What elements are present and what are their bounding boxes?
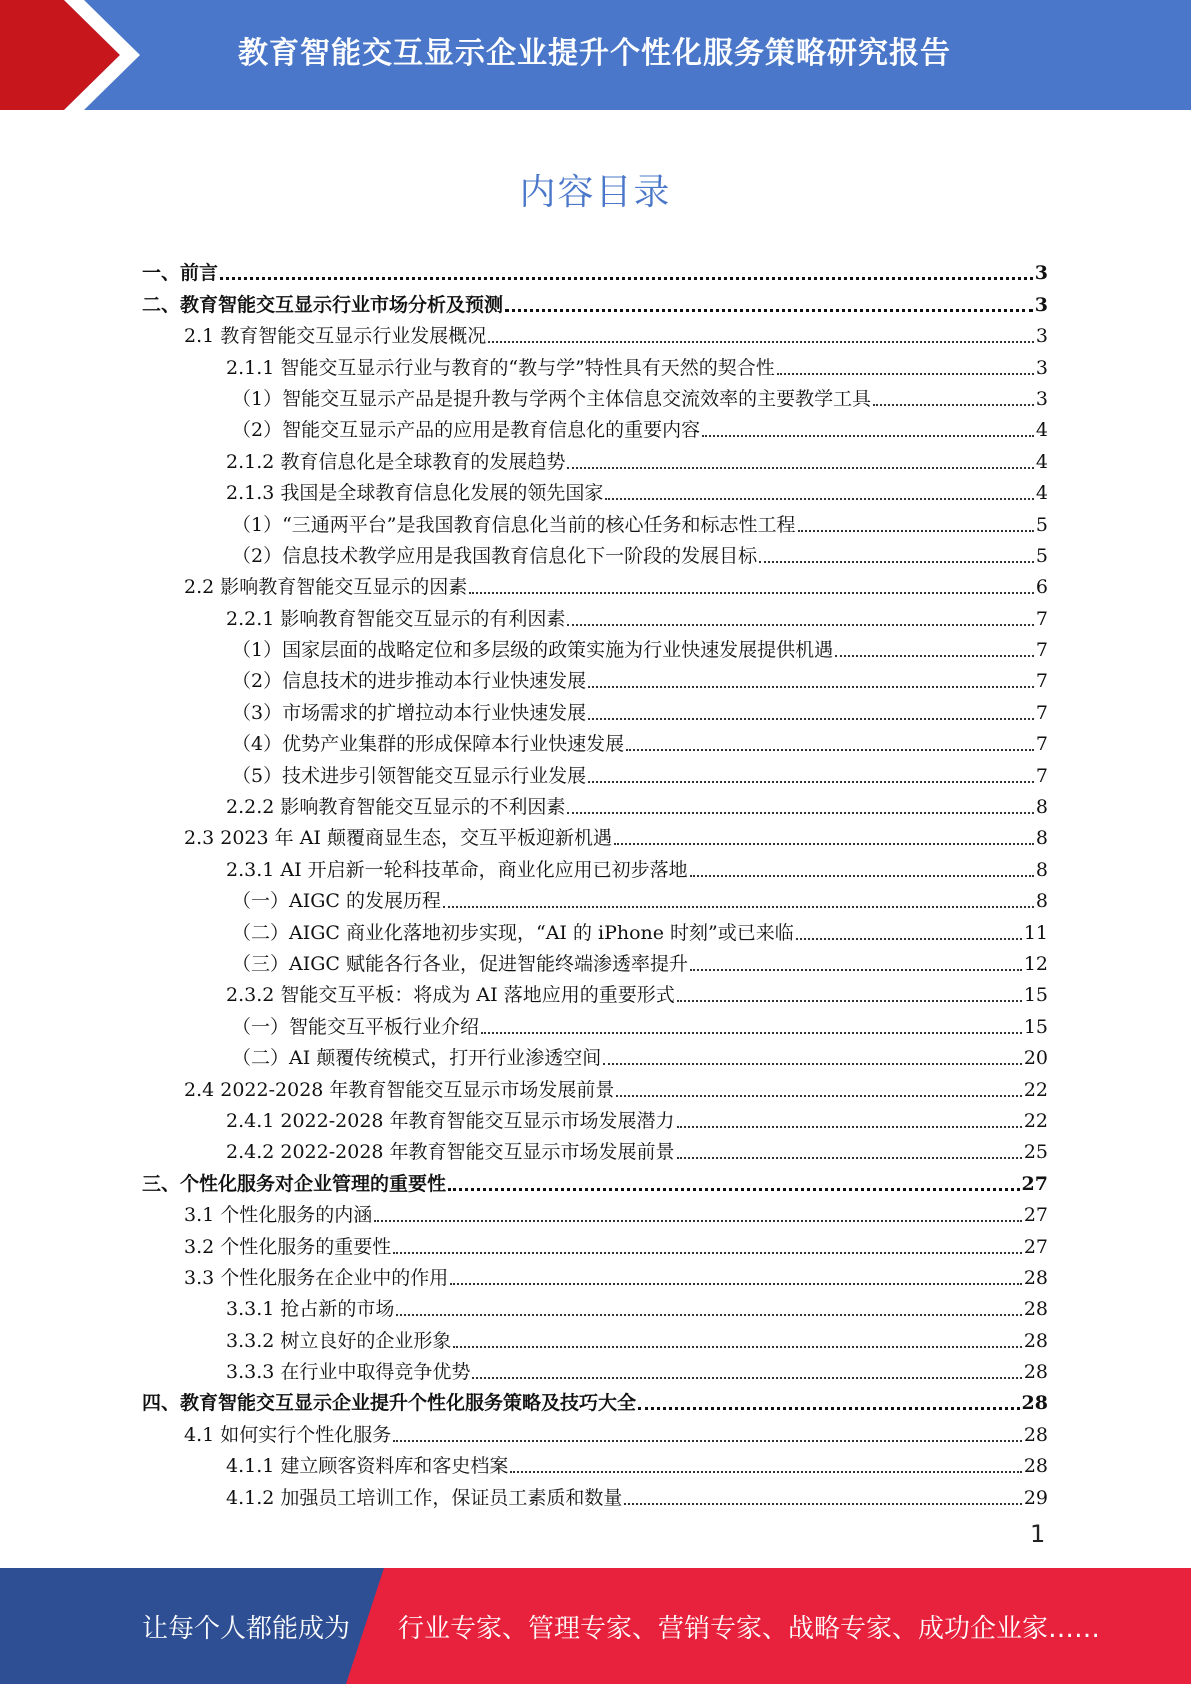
toc-entry-page: 28 [1023, 1298, 1048, 1321]
toc-entry-page: 28 [1023, 1329, 1048, 1352]
toc-entry-page: 8 [1035, 858, 1048, 881]
toc-leader-dots [624, 1503, 1021, 1505]
toc-entry-title: 3.3.2 树立良好的企业形象 [226, 1329, 452, 1352]
toc-entry[interactable] [142, 1164, 1048, 1195]
toc-entry-page: 3 [1034, 262, 1048, 285]
toc-leader-dots [396, 1314, 1021, 1316]
toc-entry[interactable] [142, 693, 1048, 724]
toc-leader-dots [614, 843, 1034, 845]
toc-entry[interactable] [142, 756, 1048, 787]
toc-entry-page: 7 [1035, 701, 1048, 724]
toc-entry-page: 8 [1035, 890, 1048, 913]
toc-entry[interactable] [142, 1133, 1048, 1164]
toc-leader-dots [588, 781, 1034, 783]
toc-entry-page: 11 [1023, 921, 1048, 944]
toc-entry[interactable] [142, 568, 1048, 599]
toc-entry[interactable] [142, 285, 1048, 316]
toc-entry[interactable] [142, 662, 1048, 693]
toc-entry-page: 8 [1035, 796, 1048, 819]
toc-leader-dots [510, 1471, 1021, 1473]
toc-entry[interactable] [142, 537, 1048, 568]
toc-entry[interactable] [142, 1070, 1048, 1101]
toc-entry-title: 2.3 2023 年 AI 颠覆商显生态，交互平板迎新机遇 [184, 827, 612, 850]
report-title: 教育智能交互显示企业提升个性化服务策略研究报告 [238, 36, 951, 71]
toc-entry-page: 27 [1023, 1235, 1048, 1258]
toc-entry[interactable] [142, 631, 1048, 662]
table-of-contents [142, 254, 1048, 1510]
toc-entry[interactable] [142, 317, 1048, 348]
toc-leader-dots [488, 341, 1034, 343]
toc-leader-dots [603, 1063, 1022, 1065]
toc-entry[interactable] [142, 788, 1048, 819]
toc-entry-page: 7 [1035, 764, 1048, 787]
toc-entry-title: 2.2 影响教育智能交互显示的因素 [184, 576, 468, 599]
toc-leader-dots [567, 624, 1034, 626]
toc-entry[interactable] [142, 1321, 1048, 1352]
toc-entry[interactable] [142, 411, 1048, 442]
toc-entry-page: 7 [1035, 670, 1048, 693]
toc-leader-dots [677, 1126, 1022, 1128]
toc-entry-title: 3.2 个性化服务的重要性 [184, 1235, 392, 1258]
toc-entry-title: 2.3.1 AI 开启新一轮科技革命，商业化应用已初步落地 [226, 858, 688, 881]
toc-entry-page: 12 [1023, 952, 1048, 975]
toc-entry[interactable] [142, 380, 1048, 411]
toc-leader-dots [588, 718, 1034, 720]
toc-entry-page: 27 [1021, 1172, 1048, 1195]
toc-entry[interactable] [142, 1039, 1048, 1070]
toc-entry-title: （2）信息技术教学应用是我国教育信息化下一阶段的发展目标 [232, 544, 758, 567]
toc-entry-title: （一）智能交互平板行业介绍 [232, 1015, 480, 1038]
toc-entry[interactable] [142, 1447, 1048, 1478]
toc-entry-title: （三）AIGC 赋能各行各业，促进智能终端渗透率提升 [232, 952, 688, 975]
toc-entry-title: （1）国家层面的战略定位和多层级的政策实施为行业快速发展提供机遇 [232, 639, 834, 662]
toc-leader-dots [448, 1188, 1020, 1191]
toc-entry-page: 3 [1035, 387, 1048, 410]
toc-entry-title: （2）智能交互显示产品的应用是教育信息化的重要内容 [232, 419, 701, 442]
toc-entry-page: 20 [1023, 1047, 1048, 1070]
toc-leader-dots [777, 373, 1034, 375]
toc-entry-title: 一、前言 [142, 262, 219, 285]
toc-entry[interactable] [142, 725, 1048, 756]
toc-entry[interactable] [142, 1259, 1048, 1290]
toc-entry-title: （1）“三通两平台”是我国教育信息化当前的核心任务和标志性工程 [232, 513, 796, 536]
toc-entry-page: 22 [1023, 1109, 1048, 1132]
toc-entry-page: 4 [1035, 419, 1048, 442]
toc-entry[interactable] [142, 474, 1048, 505]
toc-entry-title: 2.2.2 影响教育智能交互显示的不利因素 [226, 796, 566, 819]
toc-entry-title: （二）AIGC 商业化落地初步实现，“AI 的 iPhone 时刻”或已来临 [232, 921, 794, 944]
toc-entry[interactable] [142, 1415, 1048, 1446]
toc-entry-page: 25 [1023, 1141, 1048, 1164]
toc-entry-title: （3）市场需求的扩增拉动本行业快速发展 [232, 701, 587, 724]
toc-heading: 内容目录 [519, 172, 672, 213]
toc-entry-page: 3 [1035, 356, 1048, 379]
toc-leader-dots [450, 1283, 1022, 1285]
toc-entry-page: 8 [1035, 827, 1048, 850]
header-banner [0, 0, 1191, 110]
toc-entry-title: 2.2.1 影响教育智能交互显示的有利因素 [226, 607, 566, 630]
toc-leader-dots [677, 1157, 1022, 1159]
toc-leader-dots [638, 1407, 1020, 1410]
toc-leader-dots [220, 277, 1033, 280]
toc-entry-page: 4 [1035, 450, 1048, 473]
toc-entry[interactable] [142, 1384, 1048, 1415]
toc-entry-title: 2.4 2022-2028 年教育智能交互显示市场发展前景 [184, 1078, 615, 1101]
toc-entry[interactable] [142, 819, 1048, 850]
toc-entry-title: 3.1 个性化服务的内涵 [184, 1204, 373, 1227]
toc-entry[interactable] [142, 348, 1048, 379]
toc-entry-title: 2.3.2 智能交互平板：将成为 AI 落地应用的重要形式 [226, 984, 675, 1007]
toc-leader-dots [443, 906, 1034, 908]
toc-entry-title: 二、教育智能交互显示行业市场分析及预测 [142, 293, 504, 316]
toc-entry[interactable] [142, 945, 1048, 976]
toc-entry[interactable] [142, 850, 1048, 881]
toc-entry-title: 2.1.1 智能交互显示行业与教育的“教与学”特性具有天然的契合性 [226, 356, 775, 379]
footer-slogan-left: 让每个人都能成为 [142, 1614, 351, 1644]
toc-entry-page: 28 [1023, 1266, 1048, 1289]
toc-entry-title: 3.3 个性化服务在企业中的作用 [184, 1266, 449, 1289]
toc-entry-page: 5 [1035, 513, 1048, 536]
toc-leader-dots [796, 938, 1022, 940]
toc-entry[interactable] [142, 599, 1048, 630]
toc-leader-dots [605, 498, 1034, 500]
toc-leader-dots [690, 969, 1022, 971]
toc-entry-title: 三、个性化服务对企业管理的重要性 [142, 1172, 447, 1195]
toc-leader-dots [453, 1346, 1021, 1348]
footer-banner [0, 1568, 1191, 1684]
toc-entry[interactable] [142, 1227, 1048, 1258]
toc-leader-dots [469, 592, 1034, 594]
toc-entry-page: 15 [1023, 1015, 1048, 1038]
toc-entry[interactable] [142, 1196, 1048, 1227]
toc-leader-dots [873, 404, 1034, 406]
toc-leader-dots [472, 1377, 1021, 1379]
toc-entry-page: 15 [1023, 984, 1048, 1007]
toc-entry[interactable] [142, 505, 1048, 536]
toc-entry-page: 27 [1023, 1204, 1048, 1227]
toc-entry-title: 4.1.2 加强员工培训工作，保证员工素质和数量 [226, 1486, 623, 1509]
toc-leader-dots [393, 1252, 1022, 1254]
toc-entry-page: 4 [1035, 482, 1048, 505]
toc-entry-title: 2.1.3 我国是全球教育信息化发展的领先国家 [226, 482, 604, 505]
toc-leader-dots [393, 1440, 1022, 1442]
toc-entry-title: 4.1 如何实行个性化服务 [184, 1423, 392, 1446]
toc-entry-title: 2.1 教育智能交互显示行业发展概况 [184, 325, 487, 348]
toc-entry-title: （1）智能交互显示产品是提升教与学两个主体信息交流效率的主要教学工具 [232, 387, 872, 410]
toc-leader-dots [481, 1032, 1022, 1034]
toc-entry[interactable] [142, 1353, 1048, 1384]
toc-leader-dots [567, 467, 1034, 469]
toc-entry[interactable] [142, 1290, 1048, 1321]
toc-entry-page: 7 [1035, 607, 1048, 630]
toc-entry-page: 3 [1034, 293, 1048, 316]
toc-entry[interactable] [142, 913, 1048, 944]
toc-entry-title: 3.3.1 抢占新的市场 [226, 1298, 395, 1321]
toc-entry-page: 7 [1035, 639, 1048, 662]
toc-entry-title: 2.4.2 2022-2028 年教育智能交互显示市场发展前景 [226, 1141, 675, 1164]
toc-entry-title: （5）技术进步引领智能交互显示行业发展 [232, 764, 587, 787]
toc-entry-page: 28 [1023, 1455, 1048, 1478]
toc-leader-dots [702, 435, 1034, 437]
toc-leader-dots [588, 686, 1034, 688]
toc-entry-page: 28 [1023, 1423, 1048, 1446]
toc-entry-title: 四、教育智能交互显示企业提升个性化服务策略及技巧大全 [142, 1392, 637, 1415]
toc-entry-title: （4）优势产业集群的形成保障本行业快速发展 [232, 733, 625, 756]
toc-entry-page: 7 [1035, 733, 1048, 756]
toc-leader-dots [567, 812, 1034, 814]
toc-leader-dots [374, 1220, 1022, 1222]
footer-slogan-right: 行业专家、管理专家、营销专家、战略专家、成功企业家…… [398, 1614, 1101, 1644]
toc-entry[interactable] [142, 442, 1048, 473]
toc-entry[interactable] [142, 1102, 1048, 1133]
toc-entry-title: （2）信息技术的进步推动本行业快速发展 [232, 670, 587, 693]
toc-entry-page: 22 [1023, 1078, 1048, 1101]
toc-entry-title: （一）AIGC 的发展历程 [232, 890, 441, 913]
toc-leader-dots [759, 561, 1034, 563]
toc-leader-dots [798, 530, 1034, 532]
toc-entry[interactable] [142, 882, 1048, 913]
toc-leader-dots [835, 655, 1034, 657]
toc-entry-title: （二）AI 颠覆传统模式，打开行业渗透空间 [232, 1047, 602, 1070]
toc-entry[interactable] [142, 1007, 1048, 1038]
toc-entry-title: 4.1.1 建立顾客资料库和客史档案 [226, 1455, 509, 1478]
toc-entry-page: 5 [1035, 544, 1048, 567]
toc-entry-title: 2.4.1 2022-2028 年教育智能交互显示市场发展潜力 [226, 1109, 675, 1132]
toc-entry-page: 29 [1023, 1486, 1048, 1509]
toc-entry-title: 3.3.3 在行业中取得竞争优势 [226, 1361, 471, 1384]
toc-entry-page: 28 [1023, 1361, 1048, 1384]
toc-leader-dots [626, 749, 1034, 751]
toc-entry-page: 6 [1035, 576, 1048, 599]
toc-leader-dots [505, 309, 1033, 312]
toc-entry[interactable] [142, 1478, 1048, 1509]
toc-leader-dots [616, 1095, 1021, 1097]
toc-entry-page: 28 [1021, 1392, 1048, 1415]
toc-leader-dots [677, 1000, 1022, 1002]
toc-entry[interactable] [142, 976, 1048, 1007]
toc-entry[interactable] [142, 254, 1048, 285]
toc-entry-title: 2.1.2 教育信息化是全球教育的发展趋势 [226, 450, 566, 473]
page-number: 1 [1030, 1520, 1046, 1548]
toc-leader-dots [690, 875, 1034, 877]
toc-entry-page: 3 [1035, 325, 1048, 348]
